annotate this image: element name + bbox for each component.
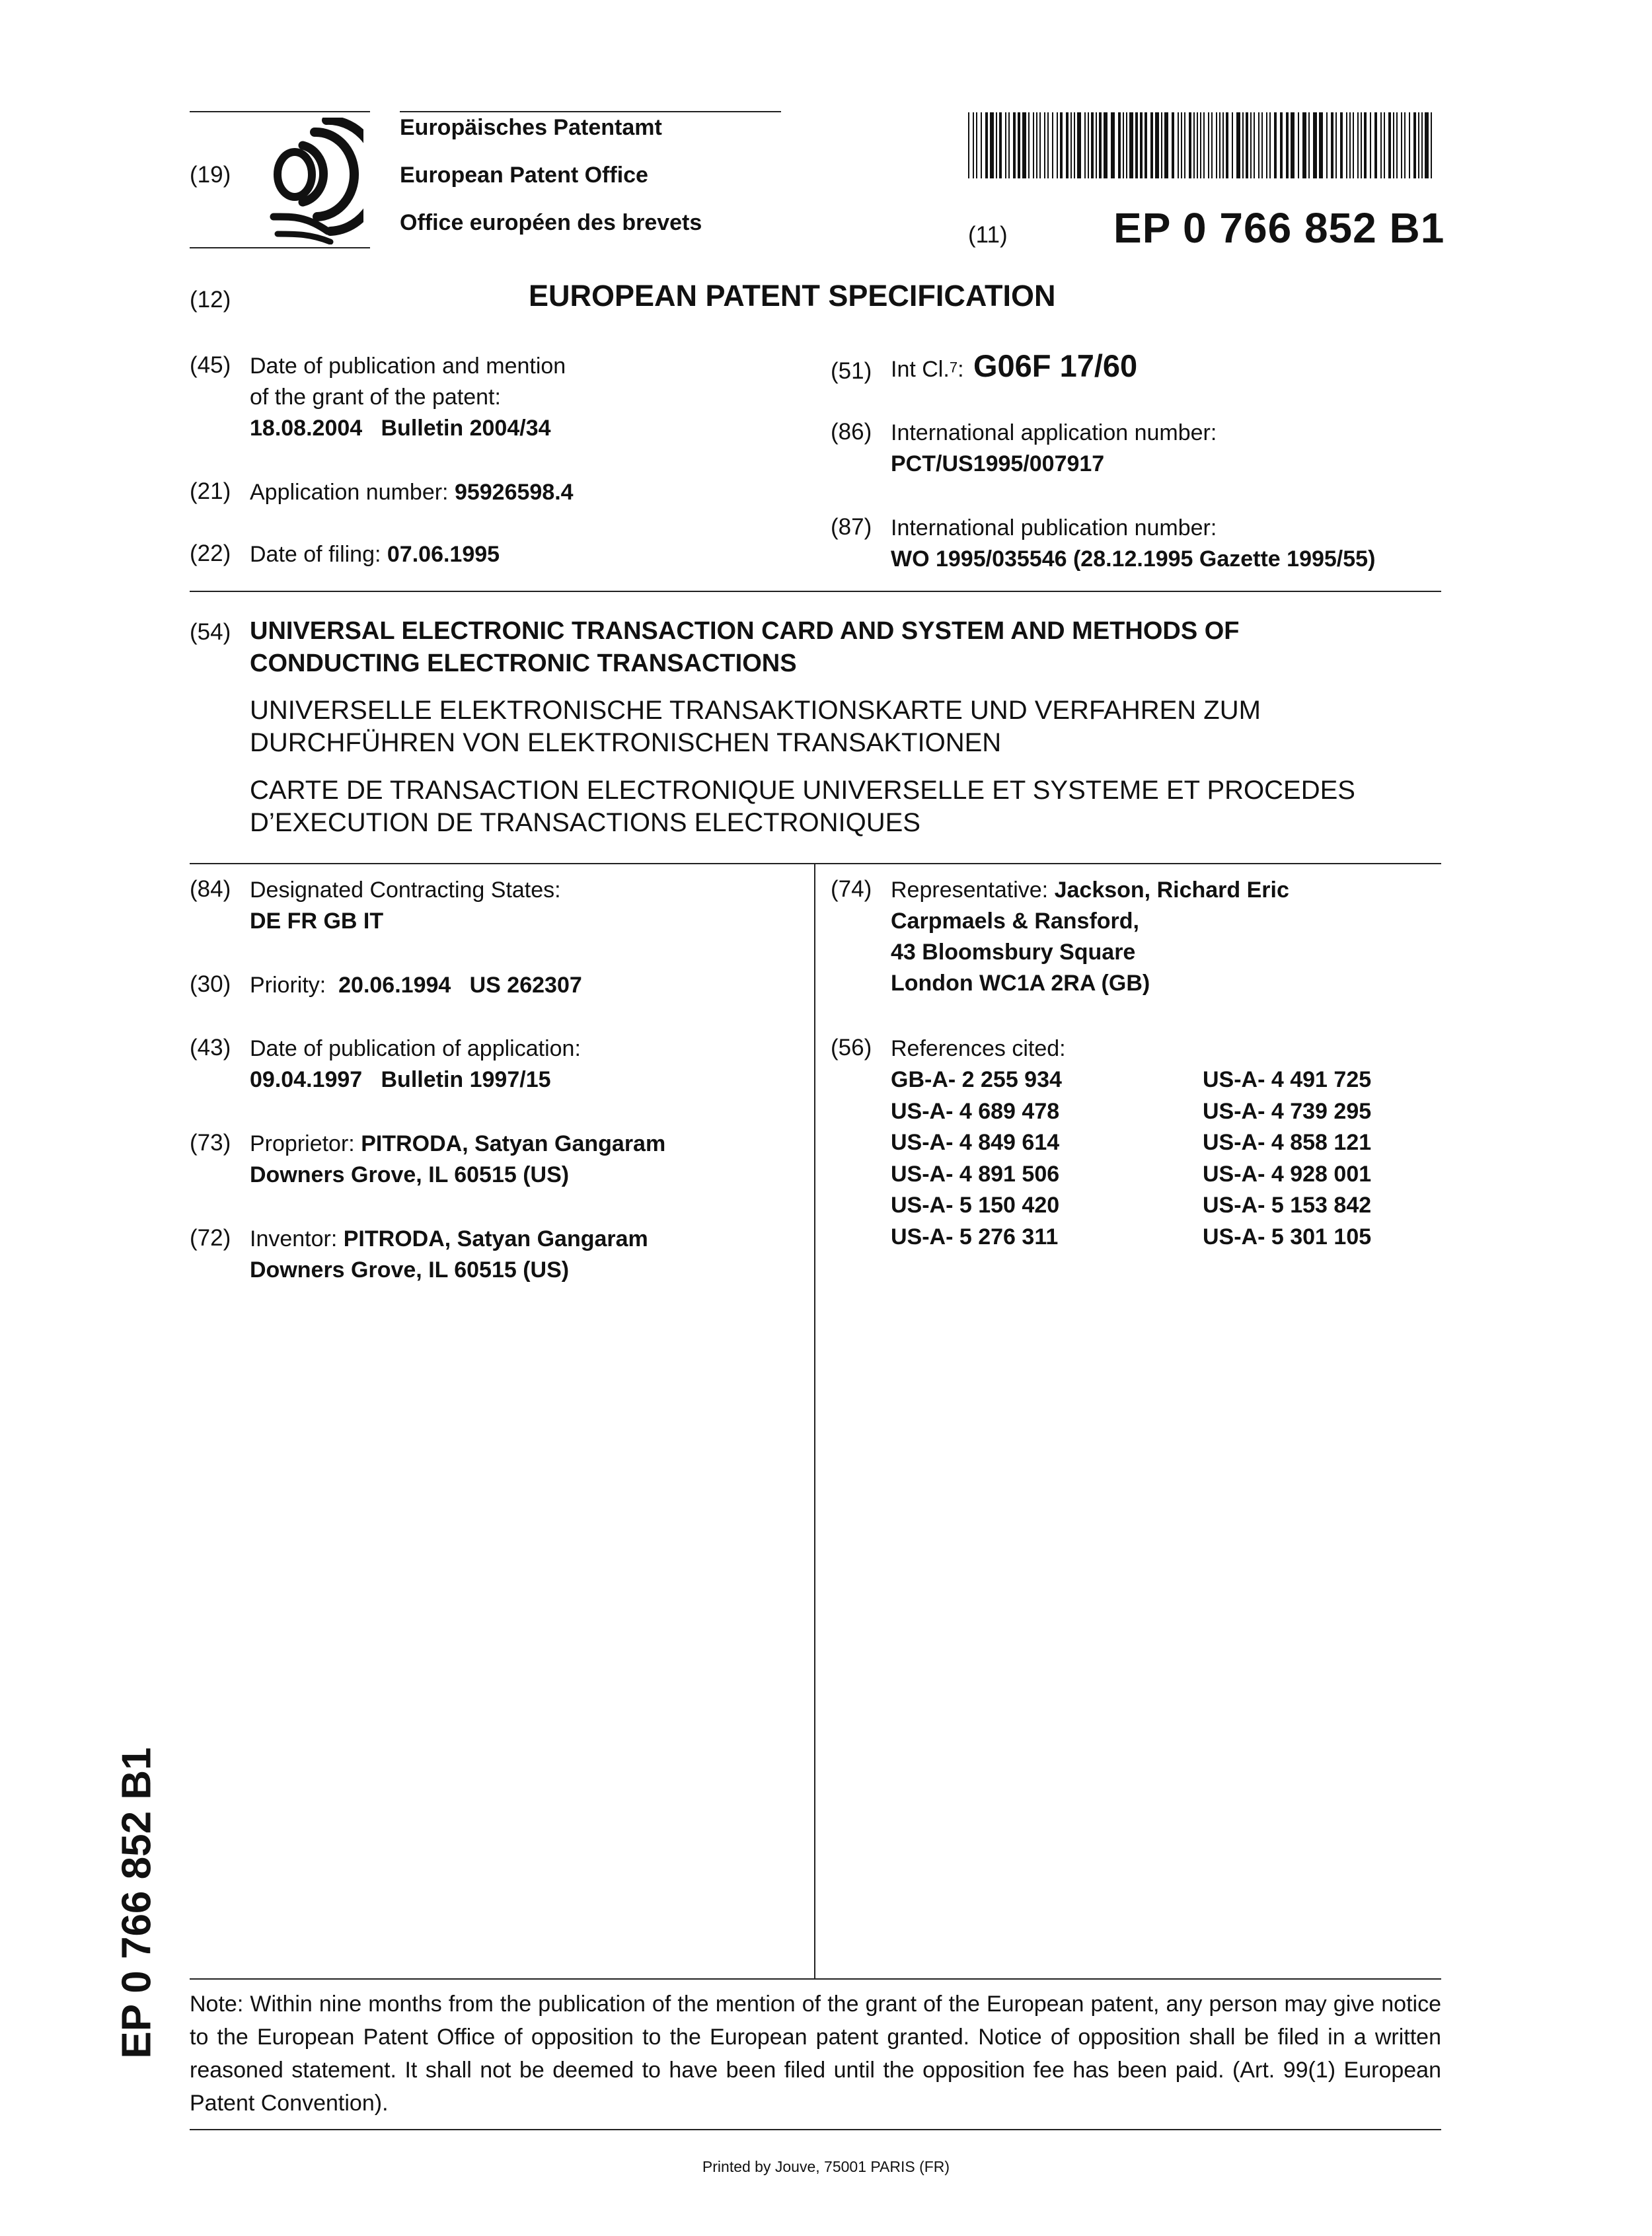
code-56: (56) (831, 1035, 872, 1061)
application-number-field (250, 477, 574, 508)
proprietor-field (250, 1129, 665, 1191)
int-cl-sup: 7 (949, 359, 958, 376)
grant-label-line1: Date of publication and mention (250, 354, 566, 379)
filing-date-label: Date of filing: (250, 542, 387, 567)
reference-item: GB-A- 2 255 934 (891, 1067, 1062, 1092)
reference-item: US-A- 4 928 001 (1203, 1161, 1372, 1187)
int-cl-colon: : (957, 357, 964, 382)
code-30: (30) (190, 971, 231, 997)
opposition-note: Note: Within nine months from the publication of the mention of the grant of the European patent, any person may give notice to the European Patent Office of opposition to the European patent granted. Notice of opposition shall be filed in a written reasoned statement. It shall not be deemed to have been filed until the opposition fee has been paid. (Art. 99(1) European Patent Convention). (190, 1992, 1441, 2116)
int-cl-label: Int Cl. (891, 357, 950, 382)
epo-logo-icon (264, 118, 363, 244)
code-86: (86) (831, 419, 872, 445)
reference-item: US-A- 4 491 725 (1203, 1067, 1372, 1092)
side-publication-label: EP 0 766 852 B1 (114, 1747, 160, 2059)
inventor-name: PITRODA, Satyan Gangaram (343, 1226, 648, 1251)
inventor-address: Downers Grove, IL 60515 (US) (250, 1257, 570, 1283)
application-number-value: 95926598.4 (454, 480, 574, 505)
barcode-image (968, 112, 1436, 178)
application-publication-field (250, 1033, 581, 1096)
divider-after-note (190, 2129, 1441, 2130)
code-72: (72) (190, 1225, 231, 1251)
code-87: (87) (831, 514, 872, 540)
references-column-2 (1203, 1064, 1371, 1253)
representative-firm: Carpmaels & Ransford, (891, 909, 1139, 934)
reference-item: US-A- 4 849 614 (891, 1130, 1060, 1155)
references-label: References cited: (891, 1036, 1066, 1061)
office-name-de: Europäisches Patentamt (400, 115, 662, 140)
intl-application-field (891, 418, 1217, 480)
grant-date-bulletin: 18.08.2004 Bulletin 2004/34 (250, 416, 551, 441)
code-22: (22) (190, 540, 231, 566)
application-number-label: Application number: (250, 480, 455, 505)
designated-states-value: DE FR GB IT (250, 909, 384, 934)
header-rule-left-bottom (190, 247, 370, 248)
application-publication-label: Date of publication of application: (250, 1036, 581, 1061)
int-cl-value: G06F 17/60 (973, 348, 1138, 383)
designated-states-label: Designated Contracting States: (250, 877, 561, 903)
int-cl-field (891, 348, 1137, 385)
code-21: (21) (190, 478, 231, 504)
intl-publication-label: International publication number: (891, 515, 1217, 540)
divider-before-note (190, 1978, 1441, 1980)
code-12: (12) (190, 287, 231, 313)
references-column-1 (891, 1064, 1062, 1253)
title-en-line2: CONDUCTING ELECTRONIC TRANSACTIONS (250, 650, 797, 677)
column-divider (814, 863, 815, 1980)
code-11: (11) (968, 222, 1008, 248)
title-fr-line1: CARTE DE TRANSACTION ELECTRONIQUE UNIVERSELLE ET SYSTEME ET PROCEDES (250, 776, 1355, 805)
reference-item: US-A- 5 276 311 (891, 1224, 1059, 1249)
divider-after-title (190, 863, 1441, 864)
intl-publication-field (891, 513, 1375, 575)
reference-item: US-A- 5 150 420 (891, 1193, 1060, 1218)
header-rule-center-top (400, 111, 781, 112)
grant-label-line2: of the grant of the patent: (250, 385, 501, 410)
code-84: (84) (190, 876, 231, 902)
filing-date-value: 07.06.1995 (387, 542, 500, 567)
code-73: (73) (190, 1130, 231, 1156)
inventor-label: Inventor: (250, 1226, 344, 1251)
intl-application-label: International application number: (891, 420, 1217, 445)
code-43: (43) (190, 1035, 231, 1061)
code-74: (74) (831, 876, 872, 902)
title-de-line2: DURCHFÜHREN VON ELEKTRONISCHEN TRANSAKTIONEN (250, 728, 1002, 757)
proprietor-address: Downers Grove, IL 60515 (US) (250, 1162, 570, 1187)
intl-application-value: PCT/US1995/007917 (891, 451, 1105, 476)
reference-item: US-A- 4 891 506 (891, 1161, 1060, 1187)
filing-date-field (250, 539, 500, 570)
title-french (250, 774, 1355, 839)
application-publication-value: 09.04.1997 Bulletin 1997/15 (250, 1067, 551, 1092)
proprietor-name: PITRODA, Satyan Gangaram (361, 1131, 666, 1156)
office-name-fr: Office européen des brevets (400, 210, 702, 235)
document-type-heading: EUROPEAN PATENT SPECIFICATION (529, 279, 1056, 313)
representative-label: Representative: (891, 877, 1055, 903)
reference-item: US-A- 4 689 478 (891, 1098, 1060, 1124)
grant-publication-field (250, 351, 566, 444)
title-en-line1: UNIVERSAL ELECTRONIC TRANSACTION CARD AND SYSTEM AND METHODS OF (250, 617, 1240, 645)
code-19: (19) (190, 162, 231, 188)
intl-publication-value: WO 1995/035546 (28.12.1995 Gazette 1995/55) (891, 546, 1376, 572)
title-de-line1: UNIVERSELLE ELEKTRONISCHE TRANSAKTIONSKARTE UND VERFAHREN ZUM (250, 696, 1261, 725)
header-rule-left-top (190, 111, 370, 112)
inventor-field (250, 1224, 648, 1286)
proprietor-label: Proprietor: (250, 1131, 361, 1156)
designated-states-field (250, 875, 561, 937)
representative-field (891, 875, 1289, 999)
reference-item: US-A- 5 153 842 (1203, 1193, 1372, 1218)
reference-item: US-A- 5 301 105 (1203, 1224, 1372, 1249)
priority-value: 20.06.1994 US 262307 (338, 973, 582, 998)
code-54: (54) (190, 619, 231, 645)
representative-name: Jackson, Richard Eric (1054, 877, 1289, 903)
title-german (250, 694, 1261, 759)
printer-footer: Printed by Jouve, 75001 PARIS (FR) (702, 2158, 950, 2175)
title-english (250, 615, 1240, 680)
publication-number: EP 0 766 852 B1 (1113, 204, 1445, 252)
divider-after-bibliographic (190, 591, 1441, 592)
office-name-en: European Patent Office (400, 163, 648, 188)
representative-city: London WC1A 2RA (GB) (891, 971, 1150, 996)
representative-street: 43 Bloomsbury Square (891, 940, 1136, 965)
reference-item: US-A- 4 858 121 (1203, 1130, 1372, 1155)
priority-field (250, 970, 582, 1001)
priority-label: Priority: (250, 973, 339, 998)
code-45: (45) (190, 352, 231, 378)
code-51: (51) (831, 358, 872, 384)
reference-item: US-A- 4 739 295 (1203, 1098, 1372, 1124)
title-fr-line2: D’EXECUTION DE TRANSACTIONS ELECTRONIQUES (250, 808, 920, 837)
